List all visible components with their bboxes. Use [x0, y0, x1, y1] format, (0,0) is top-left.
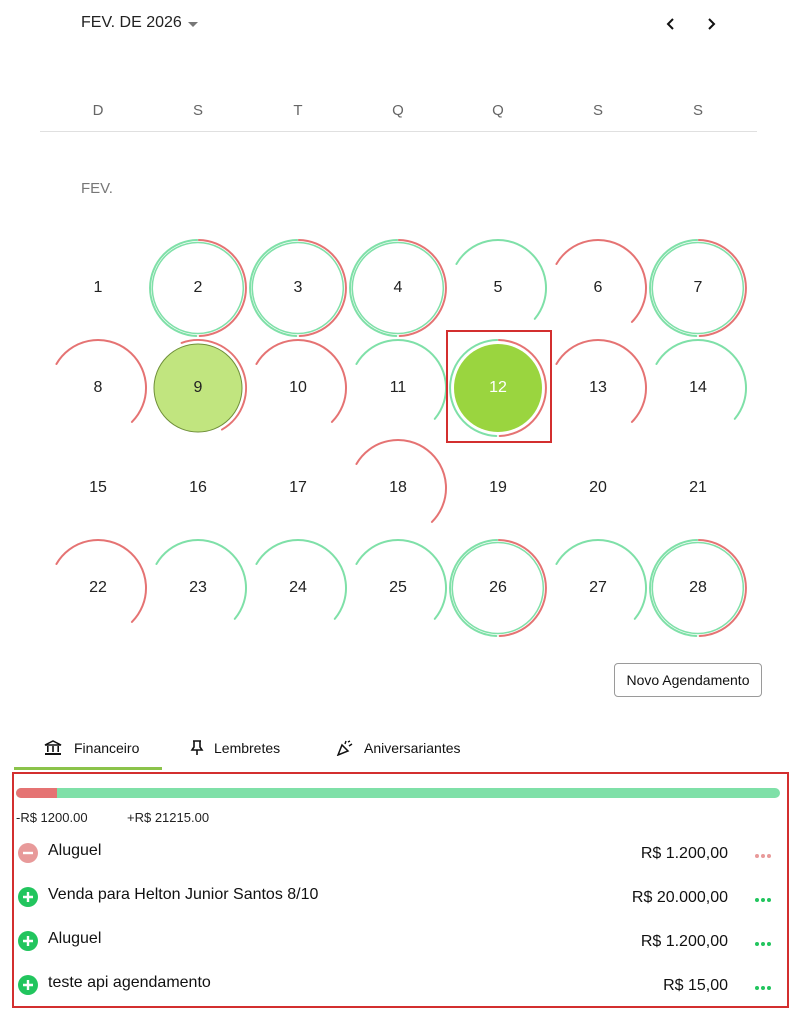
tab-label: Aniversariantes — [364, 740, 461, 756]
tab-aniversariantes[interactable] — [336, 728, 461, 768]
calendar-day[interactable] — [448, 238, 548, 338]
tab-label: Lembretes — [214, 740, 281, 756]
day-number: 25 — [389, 579, 407, 596]
income-plus-icon — [18, 931, 38, 951]
more-options-icon[interactable] — [752, 892, 774, 908]
tab-financeiro[interactable] — [44, 728, 139, 768]
day-number: 23 — [189, 579, 207, 596]
next-month-button[interactable] — [697, 10, 725, 38]
day-number: 2 — [193, 279, 203, 296]
day-number: 28 — [689, 579, 707, 596]
calendar-day[interactable] — [348, 438, 448, 538]
calendar-day[interactable] — [248, 538, 348, 638]
entry-description: Aluguel — [48, 842, 102, 859]
day-number: 21 — [689, 479, 707, 496]
day-number: 20 — [589, 479, 607, 496]
day-number: 10 — [289, 379, 307, 396]
calendar-day[interactable] — [548, 438, 648, 538]
chevron-right-icon — [704, 17, 718, 31]
weekday-label: Q — [392, 102, 404, 119]
entry-value: R$ 1.200,00 — [640, 845, 728, 862]
selected-day-highlight — [446, 330, 552, 443]
month-selector-label: FEV. DE 2026 — [81, 14, 182, 31]
calendar-day[interactable] — [648, 438, 748, 538]
income-plus-icon — [18, 887, 38, 907]
calendar-day[interactable] — [648, 538, 748, 638]
income-plus-icon — [18, 975, 38, 995]
calendar-day[interactable] — [348, 238, 448, 338]
pin-icon — [190, 740, 204, 756]
chevron-left-icon — [664, 17, 678, 31]
negative-total: -R$ 1200.00 — [16, 810, 88, 825]
calendar-day[interactable] — [48, 538, 148, 638]
day-number: 17 — [289, 479, 307, 496]
entry-value: R$ 15,00 — [663, 977, 728, 994]
entry-description: Aluguel — [48, 930, 102, 947]
weekday-label: S — [192, 102, 203, 119]
calendar-day[interactable] — [348, 338, 448, 438]
weekday-label: D — [92, 102, 104, 119]
calendar-day[interactable] — [48, 238, 148, 338]
entry-description: Venda para Helton Junior Santos 8/10 — [48, 886, 319, 903]
negative-progress-fill — [16, 788, 57, 798]
positive-total: +R$ 21215.00 — [127, 810, 210, 825]
day-number: 19 — [489, 479, 507, 496]
active-tab-indicator — [14, 767, 162, 770]
calendar-day[interactable] — [348, 538, 448, 638]
day-number: 13 — [589, 379, 607, 396]
calendar-day[interactable] — [448, 438, 548, 538]
calendar-day[interactable] — [48, 438, 148, 538]
day-number: 3 — [293, 279, 303, 296]
day-number: 6 — [593, 279, 603, 296]
calendar-day[interactable] — [648, 238, 748, 338]
day-number: 11 — [389, 379, 407, 396]
calendar-day[interactable] — [148, 538, 248, 638]
day-number: 24 — [289, 579, 307, 596]
weekday-divider — [40, 131, 757, 132]
expense-minus-icon — [18, 843, 38, 863]
calendar-day[interactable] — [448, 538, 548, 638]
more-options-icon[interactable] — [752, 848, 774, 864]
weekday-label: Q — [492, 102, 504, 119]
calendar-day[interactable] — [148, 238, 248, 338]
party-popper-icon — [336, 740, 354, 756]
day-number: 27 — [589, 579, 607, 596]
more-options-icon[interactable] — [752, 980, 774, 996]
calendar-day[interactable] — [48, 338, 148, 438]
calendar-day[interactable] — [148, 338, 248, 438]
day-number: 15 — [89, 479, 107, 496]
new-appointment-button[interactable]: Novo Agendamento — [614, 663, 762, 697]
calendar-month-label: FEV. — [81, 180, 113, 197]
bank-icon — [44, 740, 62, 756]
balance-progress-bar — [16, 788, 780, 798]
prev-month-button[interactable] — [657, 10, 685, 38]
day-number: 12 — [489, 379, 507, 396]
calendar-day[interactable] — [648, 338, 748, 438]
entry-description: teste api agendamento — [48, 974, 211, 991]
day-number: 18 — [389, 479, 407, 496]
day-number: 26 — [489, 579, 507, 596]
month-selector[interactable] — [81, 14, 198, 32]
weekday-label: S — [692, 102, 703, 119]
weekday-label: S — [592, 102, 603, 119]
day-number: 7 — [693, 279, 703, 296]
day-number: 14 — [689, 379, 707, 396]
weekday-label: T — [293, 102, 303, 119]
calendar-day[interactable] — [548, 238, 648, 338]
day-number: 5 — [493, 279, 503, 296]
calendar-day[interactable] — [248, 338, 348, 438]
calendar-day[interactable] — [248, 438, 348, 538]
day-number: 4 — [393, 279, 403, 296]
more-options-icon[interactable] — [752, 936, 774, 952]
calendar-day[interactable] — [248, 238, 348, 338]
entry-value: R$ 20.000,00 — [631, 889, 728, 906]
entry-value: R$ 1.200,00 — [640, 933, 728, 950]
day-number: 9 — [193, 379, 203, 396]
day-number: 22 — [89, 579, 107, 596]
tab-label: Financeiro — [74, 740, 140, 756]
tab-lembretes[interactable] — [190, 728, 280, 768]
caret-down-icon — [188, 22, 198, 27]
calendar-day[interactable] — [148, 438, 248, 538]
day-number: 1 — [93, 279, 103, 296]
day-number: 16 — [189, 479, 207, 496]
calendar-day[interactable] — [548, 538, 648, 638]
calendar-day[interactable] — [548, 338, 648, 438]
day-number: 8 — [93, 379, 103, 396]
